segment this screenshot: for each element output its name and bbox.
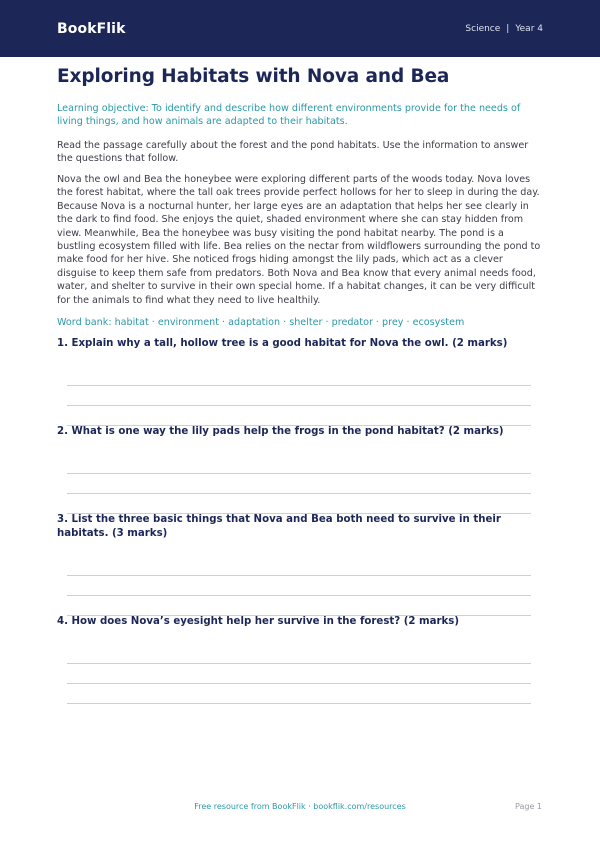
page-title: Exploring Habitats with Nova and Bea <box>57 66 450 87</box>
question-3-text: 3. List the three basic things that Nova and Bea both need to survive in their habitats. (3 marks) <box>57 514 501 539</box>
answer-line[interactable] <box>67 703 531 704</box>
answer-line[interactable] <box>67 473 531 474</box>
reading-passage: Nova the owl and Bea the honeybee were exploring different parts of the woods today. Nova loves the forest habitat, where the tall oak trees provide perfect hollows for her to sleep in during the day. Because Nova is a nocturnal hunter, her large eyes are an adaptation that helps her see clearly in the dark to find food. She enjoys the quiet, shaded environment where she can stay hidden from view. Meanwhile, Bea the honeybee was busy visiting the pond habitat nearby. The pond is a bustling ecosystem filled with life. Bea relies on the nectar from wildflowers surrounding the pond to make food for her hive. She noticed frogs hiding amongst the lily pads, which act as a clever disguise to keep them safe from predators. Both Nova and Bea know that every animal needs food, water, and shelter to survive in their own special home. If a habitat changes, it can be very difficult for the animals to find what they need to live healthily. <box>57 174 541 306</box>
question-3 <box>57 513 541 541</box>
instructions: Read the passage carefully about the forest and the pond habitats. Use the information to answer the questions that follow. <box>57 140 529 164</box>
answer-line[interactable] <box>67 595 531 596</box>
learning-objective: Learning objective: To identify and describe how different environments provide for the needs of living things, and how animals are adapted to their habitats. <box>57 103 521 127</box>
question-2 <box>57 425 541 439</box>
page-number: Page 1 <box>515 802 542 811</box>
answer-line[interactable] <box>67 663 531 664</box>
answer-line[interactable] <box>67 493 531 494</box>
meta-separator: | <box>506 23 510 34</box>
answer-line[interactable] <box>67 405 531 406</box>
question-2-text: 2. What is one way the lily pads help the frogs in the pond habitat? (2 marks) <box>57 426 504 437</box>
subject-meta <box>465 24 543 34</box>
brand-logo[interactable]: BookFlik <box>57 20 126 37</box>
footer-resource-link[interactable]: Free resource from BookFlik · bookflik.com/resources <box>194 802 406 811</box>
question-4-text: 4. How does Nova’s eyesight help her survive in the forest? (2 marks) <box>57 616 460 627</box>
question-1 <box>57 337 541 351</box>
top-bar <box>0 0 600 57</box>
answer-line[interactable] <box>67 385 531 386</box>
year-label: Year 4 <box>515 23 543 34</box>
subject-label: Science <box>465 23 501 34</box>
word-bank: Word bank: habitat · environment · adaptation · shelter · predator · prey · ecosystem <box>57 317 465 329</box>
question-1-text: 1. Explain why a tall, hollow tree is a good habitat for Nova the owl. (2 marks) <box>57 338 508 349</box>
answer-line[interactable] <box>67 575 531 576</box>
question-4 <box>57 615 541 629</box>
answer-line[interactable] <box>67 683 531 684</box>
worksheet-content <box>57 66 541 328</box>
